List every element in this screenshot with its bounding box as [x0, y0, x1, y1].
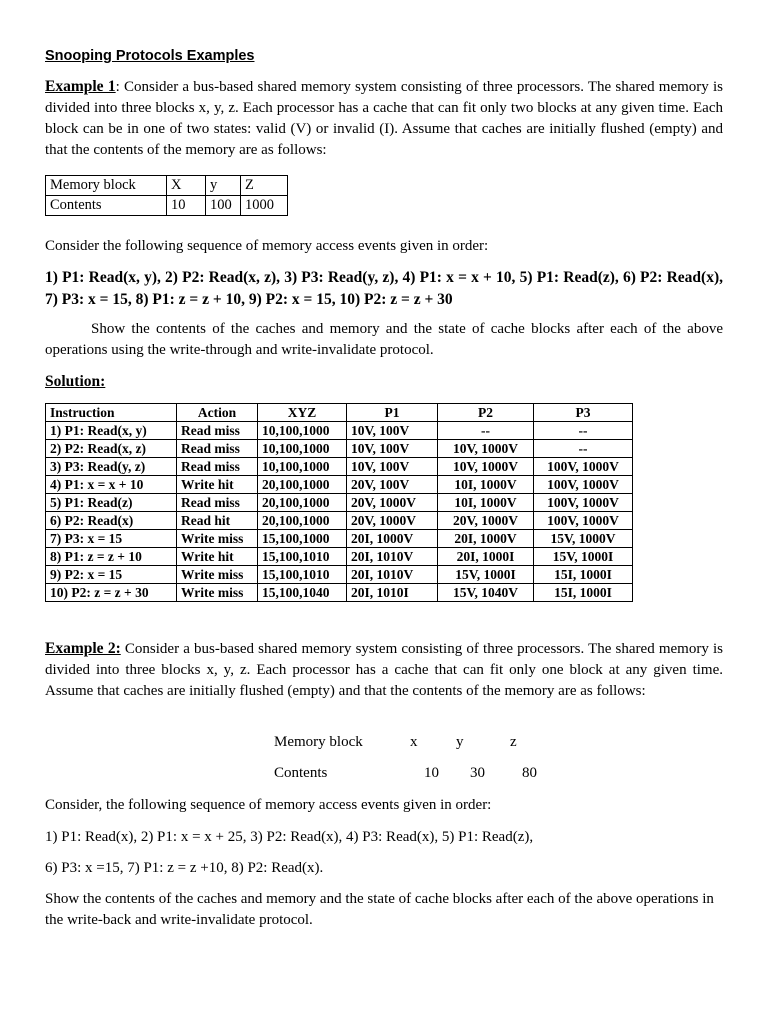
table-cell: 20V, 100V: [347, 476, 438, 494]
table-row: [46, 530, 633, 548]
table-cell: Contents: [46, 196, 167, 216]
table-cell: 4) P1: x = x + 10: [46, 476, 177, 494]
table-row: [46, 196, 288, 216]
table-cell: 6) P2: Read(x): [46, 512, 177, 530]
example2-text: Consider a bus-based shared memory system consisting of three processors. The shared memory is divided into three blocks x, y, z. Each processor has a cache that can fit only one block at any given time. Assume that caches are initially flushed (empty) and that the contents of the memory are as follows:: [45, 641, 723, 699]
example2-sequence-intro: Consider, the following sequence of memory access events given in order:: [45, 797, 492, 813]
table-cell: 15I, 1000I: [534, 566, 633, 584]
table-cell: 20I, 1000V: [438, 530, 534, 548]
table-cell: 15,100,1000: [258, 530, 347, 548]
table-cell: 1000: [241, 196, 288, 216]
example1-text: : Consider a bus-based shared memory system consisting of three processors. The shared memory is divided into three blocks x, y, z. Each processor has a cache that can fit only two blocks at any given time. Each block can be in one of two states: valid (V) or invalid (I). Assume that caches are initially flushed (empty) and that the contents of the memory are as follows:: [45, 79, 724, 158]
example2-instruction: Show the contents of the caches and memory and the state of cache blocks after each of the above operations in the write-back and write-invalidate protocol.: [45, 891, 714, 928]
table-header: P3: [534, 404, 633, 422]
table-cell: 15,100,1010: [258, 548, 347, 566]
table-cell: 20I, 1010V: [347, 566, 438, 584]
example1-paragraph: [45, 76, 723, 161]
table-cell: 10,100,1000: [258, 458, 347, 476]
table-cell: 10I, 1000V: [438, 476, 534, 494]
table-header-row: [46, 404, 633, 422]
table-cell: 15V, 1040V: [438, 584, 534, 602]
table-cell: 15I, 1000I: [534, 584, 633, 602]
table-row: [46, 176, 288, 196]
table-cell: Read miss: [177, 458, 258, 476]
table-row: [46, 458, 633, 476]
table-cell: 9) P2: x = 15: [46, 566, 177, 584]
table-header: Instruction: [46, 404, 177, 422]
table-cell: 15V, 1000I: [534, 548, 633, 566]
table-header: Action: [177, 404, 258, 422]
table-cell: Read miss: [177, 440, 258, 458]
table-row: [46, 476, 633, 494]
table-cell: Write miss: [177, 584, 258, 602]
table-cell: --: [438, 422, 534, 440]
table-row: [46, 584, 633, 602]
table-cell: 20,100,1000: [258, 512, 347, 530]
table-cell: 1) P1: Read(x, y): [46, 422, 177, 440]
table-row: [46, 512, 633, 530]
table-cell: Z: [241, 176, 288, 196]
table-row: [46, 548, 633, 566]
table-cell: 10V, 100V: [347, 440, 438, 458]
table-cell: 3) P3: Read(y, z): [46, 458, 177, 476]
memory-table: [45, 175, 288, 216]
table-cell: Write miss: [177, 530, 258, 548]
table-cell: 20,100,1000: [258, 494, 347, 512]
table-cell: 20V, 1000V: [438, 512, 534, 530]
table-cell: 20I, 1000V: [347, 530, 438, 548]
table-cell: 20I, 1010V: [347, 548, 438, 566]
table-cell: y: [206, 176, 241, 196]
table-cell: 100: [206, 196, 241, 216]
table-cell: 20V, 1000V: [347, 494, 438, 512]
page-heading: Snooping Protocols Examples: [45, 48, 255, 64]
contents-z: 80: [522, 765, 537, 781]
table-cell: 10V, 1000V: [438, 440, 534, 458]
table-header: P2: [438, 404, 534, 422]
table-cell: 10I, 1000V: [438, 494, 534, 512]
table-cell: Memory block: [46, 176, 167, 196]
memory-y: y: [456, 734, 464, 750]
contents-y: 30: [470, 765, 485, 781]
table-cell: 15V, 1000I: [438, 566, 534, 584]
table-cell: X: [167, 176, 206, 196]
table-cell: 10V, 100V: [347, 458, 438, 476]
table-cell: Write miss: [177, 566, 258, 584]
table-cell: 15,100,1010: [258, 566, 347, 584]
table-cell: 15,100,1040: [258, 584, 347, 602]
table-cell: 10,100,1000: [258, 440, 347, 458]
contents-label: Contents: [274, 765, 328, 781]
table-cell: 2) P2: Read(x, z): [46, 440, 177, 458]
table-cell: 100V, 1000V: [534, 494, 633, 512]
table-cell: 15V, 1000V: [534, 530, 633, 548]
table-cell: 10,100,1000: [258, 422, 347, 440]
solution-label: Solution:: [45, 373, 106, 390]
table-header: P1: [347, 404, 438, 422]
memory-z: z: [510, 734, 517, 750]
contents-x: 10: [424, 765, 439, 781]
solution-table-body: [46, 422, 633, 602]
table-cell: 20,100,1000: [258, 476, 347, 494]
table-cell: Write hit: [177, 476, 258, 494]
example2-sequence-line1: 1) P1: Read(x), 2) P1: x = x + 25, 3) P2: Read(x), 4) P3: Read(x), 5) P1: Read(z),: [45, 829, 534, 845]
table-cell: 20I, 1010I: [347, 584, 438, 602]
example2-label: Example 2:: [45, 640, 121, 657]
table-cell: 8) P1: z = z + 10: [46, 548, 177, 566]
example2-sequence-line2: 6) P3: x =15, 7) P1: z = z +10, 8) P2: Read(x).: [45, 860, 324, 876]
table-cell: 10) P2: z = z + 30: [46, 584, 177, 602]
table-cell: 5) P1: Read(z): [46, 494, 177, 512]
example1-label: Example 1: [45, 78, 116, 95]
table-cell: 10: [167, 196, 206, 216]
table-cell: 10V, 1000V: [438, 458, 534, 476]
table-cell: Read miss: [177, 494, 258, 512]
table-cell: 7) P3: x = 15: [46, 530, 177, 548]
table-cell: 20V, 1000V: [347, 512, 438, 530]
solution-table: [45, 403, 633, 602]
table-cell: Read miss: [177, 422, 258, 440]
table-cell: --: [534, 440, 633, 458]
table-cell: --: [534, 422, 633, 440]
sequence-intro: Consider the following sequence of memory access events given in order:: [45, 238, 489, 254]
table-cell: 100V, 1000V: [534, 512, 633, 530]
table-cell: 20I, 1000I: [438, 548, 534, 566]
table-cell: Read hit: [177, 512, 258, 530]
table-cell: 100V, 1000V: [534, 458, 633, 476]
table-cell: 100V, 1000V: [534, 476, 633, 494]
sequence-text: 1) P1: Read(x, y), 2) P2: Read(x, z), 3) P3: Read(y, z), 4) P1: x = x + 10, 5) P1: Read(z), 6) P2: Read(x), 7) P3: x = 15, 8) P1: z = z + 10, 9) P2: x = 15, 10) P2: z = z + 30: [45, 269, 723, 308]
table-cell: 10V, 100V: [347, 422, 438, 440]
memory-x: x: [410, 734, 418, 750]
table-row: [46, 422, 633, 440]
example2-paragraph: [45, 638, 723, 702]
table-row: [46, 440, 633, 458]
memory-block-label: Memory block: [274, 734, 363, 750]
table-row: [46, 566, 633, 584]
table-cell: Write hit: [177, 548, 258, 566]
table-header: XYZ: [258, 404, 347, 422]
table-row: [46, 494, 633, 512]
example1-instruction: Show the contents of the caches and memory and the state of cache blocks after each of the above operations using the write-through and write-invalidate protocol.: [45, 321, 723, 358]
